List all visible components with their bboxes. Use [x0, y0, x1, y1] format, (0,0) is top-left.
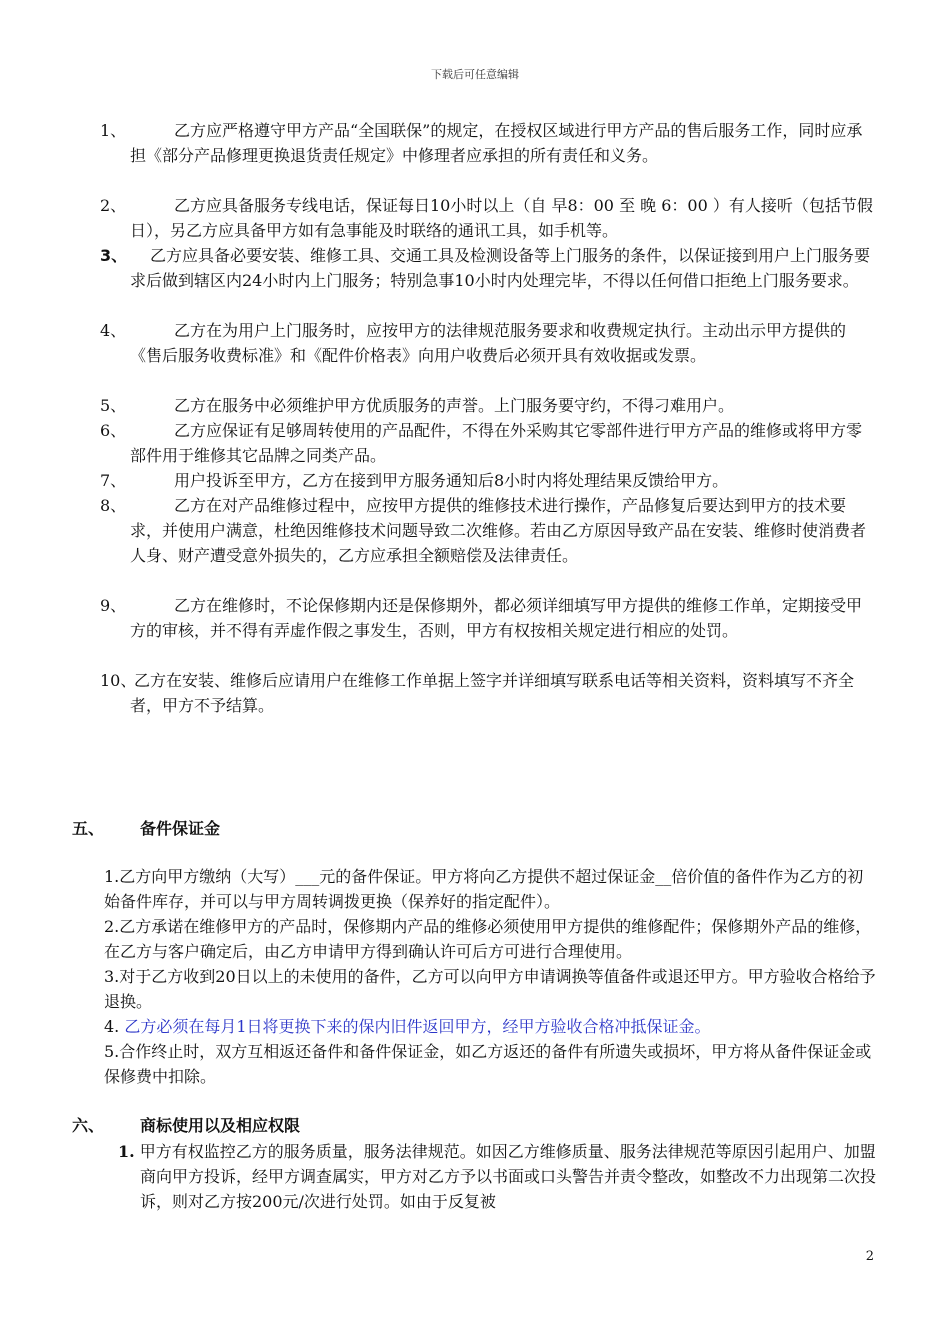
- item-number: 8、: [100, 496, 127, 515]
- section-5-heading: [72, 816, 220, 839]
- paragraph: 1.乙方向甲方缴纳（大写）___元的备件保证。甲方将向乙方提供不超过保证金__倍价值的备件作为乙方的初始备件库存，并可以与甲方周转调拨更换（保养好的指定配件）。: [104, 867, 864, 911]
- section-number: 五、: [72, 819, 105, 838]
- item-number: 9、: [100, 596, 127, 615]
- item-number: 7、: [100, 471, 127, 490]
- item-text: 乙方在对产品维修过程中，应按甲方提供的维修技术进行操作，产品修复后要达到甲方的技术要求，并使用户满意，杜绝因维修技术问题导致二次维修。若由乙方原因导致产品在安装、维修时使消费者人身、财产遭受意外损失的，乙方应承担全额赔偿及法律责任。: [130, 496, 867, 565]
- item-text: 乙方应严格遵守甲方产品“全国联保”的规定，在授权区域进行甲方产品的售后服务工作，同时应承担《部分产品修理更换退货责任规定》中修理者应承担的所有责任和义务。: [130, 121, 863, 165]
- paragraph: 2.乙方承诺在维修甲方的产品时，保修期内产品的维修必须使用甲方提供的维修配件；保修期外产品的维修，在乙方与客户确定后，由乙方申请甲方得到确认许可后方可进行合理使用。: [104, 917, 872, 961]
- item-number: 6、: [100, 421, 127, 440]
- paragraph-number: 4.: [104, 1017, 120, 1036]
- paragraph-highlighted: [104, 1014, 878, 1039]
- item-text: 乙方应保证有足够周转使用的产品配件，不得在外采购其它零部件进行甲方产品的维修或将甲方零部件用于维修其它品牌之同类产品。: [130, 421, 863, 465]
- list-item: [100, 118, 875, 193]
- item-number: 2、: [100, 196, 127, 215]
- item-text: 乙方在维修时，不论保修期内还是保修期外，都必须详细填写甲方提供的维修工作单，定期接受甲方的审核，并不得有弄虚作假之事发生，否则，甲方有权按相关规定进行相应的处罚。: [130, 596, 863, 640]
- section-5-body: [104, 864, 878, 1089]
- list-item: [100, 318, 875, 393]
- item-text: 用户投诉至甲方，乙方在接到甲方服务通知后8小时内将处理结果反馈给甲方。: [174, 471, 729, 490]
- obligations-list: [0, 118, 950, 718]
- list-item: [100, 243, 875, 318]
- section-title: 备件保证金: [140, 819, 221, 838]
- list-item: [100, 493, 875, 593]
- item-number: 3、: [100, 246, 128, 265]
- list-item: [100, 393, 875, 418]
- paragraph-text: 甲方有权监控乙方的服务质量，服务法律规范。如因乙方维修质量、服务法律规范等原因引起用户、加盟商向甲方投诉，经甲方调查属实，甲方对乙方予以书面或口头警告并责令整改，如整改不力出现第二次投诉，则对乙方按200元/次进行处罚。如由于反复被: [139, 1142, 877, 1211]
- paragraph-number: 1.: [118, 1142, 135, 1161]
- item-text: 乙方应具备必要安装、维修工具、交通工具及检测设备等上门服务的条件，以保证接到用户上门服务要求后做到辖区内24小时内上门服务；特别急事10小时内处理完毕，不得以任何借口拒绝上门服务要求。: [130, 246, 871, 290]
- list-item: [100, 668, 875, 718]
- item-text: 乙方在为用户上门服务时，应按甲方的法律规范服务要求和收费规定执行。主动出示甲方提供的《售后服务收费标准》和《配件价格表》向用户收费后必须开具有效收据或发票。: [130, 321, 847, 365]
- paragraph: 3.对于乙方收到20日以上的未使用的备件，乙方可以向甲方申请调换等值备件或退还甲方。甲方验收合格给予退换。: [104, 967, 876, 1011]
- item-text: 乙方在服务中必须维护甲方优质服务的声誉。上门服务要守约，不得刁难用户。: [174, 396, 735, 415]
- item-number: 10、: [100, 671, 137, 690]
- highlighted-text: 乙方必须在每月1日将更换下来的保内旧件返回甲方，经甲方验收合格冲抵保证金。: [124, 1017, 711, 1036]
- paragraph: 5.合作终止时，双方互相返还备件和备件保证金，如乙方返还的备件有所遗失或损坏，甲方将从备件保证金或保修费中扣除。: [104, 1042, 872, 1086]
- list-item: [100, 593, 875, 668]
- section-6-heading: [72, 1113, 300, 1136]
- section-6-body: [118, 1139, 878, 1214]
- item-number: 5、: [100, 396, 127, 415]
- item-number: 4、: [100, 321, 127, 340]
- page-header: 下载后可任意编辑: [431, 68, 519, 81]
- item-number: 1、: [100, 121, 127, 140]
- item-text: 乙方应具备服务专线电话，保证每日10小时以上（自 早8：00 至 晚 6：00 ）有人接听（包括节假日），另乙方应具备甲方如有急事能及时联络的通讯工具，如手机等。: [130, 196, 873, 240]
- item-text: 乙方在安装、维修后应请用户在维修工作单据上签字并详细填写联系电话等相关资料，资料填写不齐全者，甲方不予结算。: [130, 671, 855, 715]
- section-number: 六、: [72, 1116, 105, 1135]
- list-item: [100, 418, 875, 468]
- list-item: [100, 468, 875, 493]
- list-item: [100, 193, 875, 243]
- section-title: 商标使用以及相应权限: [140, 1116, 301, 1135]
- paragraph: [118, 1139, 878, 1214]
- page-number: 2: [865, 1249, 874, 1264]
